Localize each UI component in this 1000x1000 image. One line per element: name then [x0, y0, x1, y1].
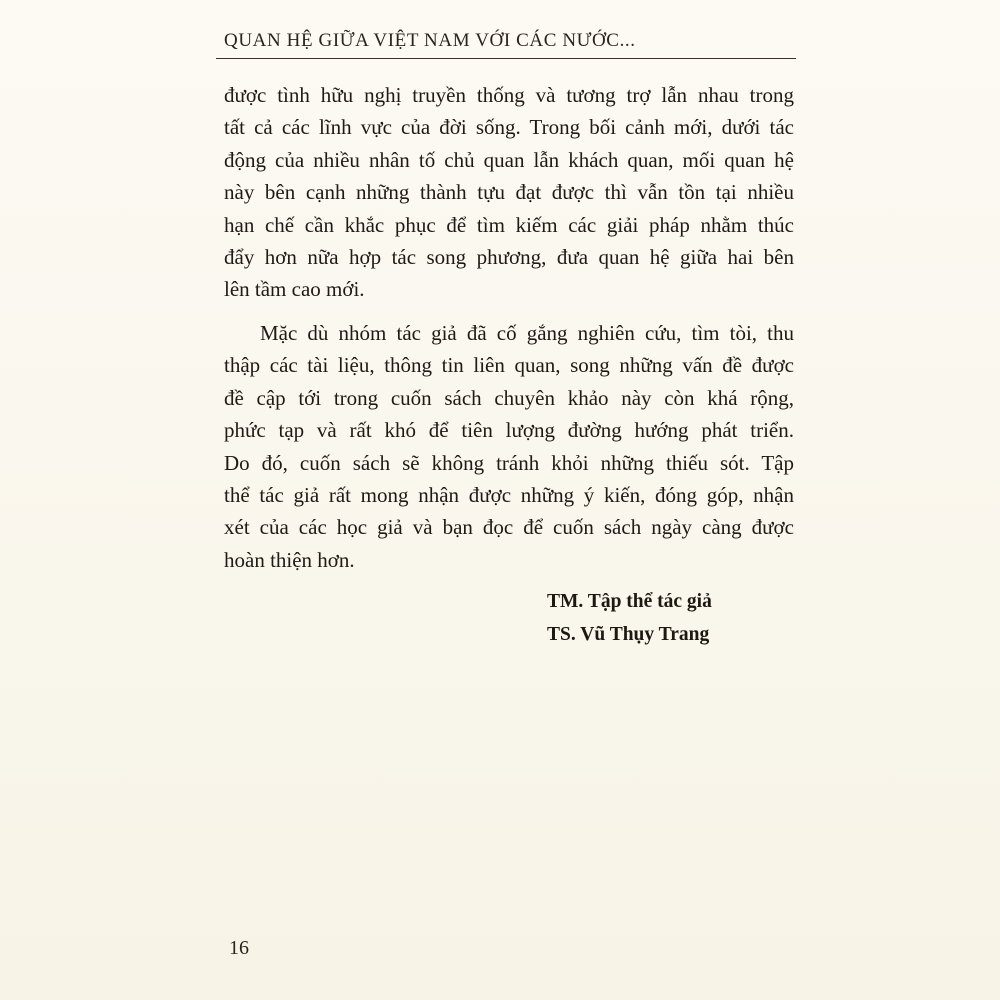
text-line: thể tác giả rất mong nhận được những ý kiến, đóng góp, nhận [224, 483, 794, 508]
text-line: được tình hữu nghị truyền thống và tương trợ lẫn nhau trong [224, 83, 794, 107]
text-line: hạn chế cần khắc phục để tìm kiếm các giải pháp nhằm thúc [224, 212, 794, 237]
text-line: Do đó, cuốn sách sẽ không tránh khỏi những thiếu sót. Tập [224, 450, 794, 475]
text-line: này bên cạnh những thành tựu đạt được thì vẫn tồn tại nhiều [224, 180, 794, 205]
text-line: tất cả các lĩnh vực của đời sống. Trong bối cảnh mới, dưới tác [224, 115, 794, 140]
body-paragraph-2 [224, 317, 794, 576]
text-line: lên tầm cao mới. [224, 277, 365, 302]
text-line: thập các tài liệu, thông tin liên quan, song những vấn đề được [224, 353, 794, 378]
text-line: Mặc dù nhóm tác giả đã cố gắng nghiên cứu, tìm tòi, thu [260, 321, 794, 345]
text-line: xét của các học giả và bạn đọc để cuốn sách ngày càng được [224, 515, 794, 540]
page-number: 16 [229, 937, 249, 959]
text-line: hoàn thiện hơn. [224, 547, 355, 572]
text-line: đẩy hơn nữa hợp tác song phương, đưa quan hệ giữa hai bên [224, 245, 794, 270]
text-line: động của nhiều nhân tố chủ quan lẫn khách quan, mối quan hệ [224, 147, 794, 172]
running-header-title: QUAN HỆ GIỮA VIỆT NAM VỚI CÁC NƯỚC... [224, 30, 636, 51]
signature-author-name: TS. Vũ Thụy Trang [547, 624, 710, 645]
text-line: đề cập tới trong cuốn sách chuyên khảo này còn khá rộng, [224, 385, 794, 410]
signature-on-behalf: TM. Tập thể tác giả [547, 591, 712, 612]
text-line: phức tạp và rất khó để tiên lượng đường hướng phát triển. [224, 418, 794, 443]
body-paragraph-1 [224, 79, 794, 306]
header-divider [216, 58, 796, 59]
